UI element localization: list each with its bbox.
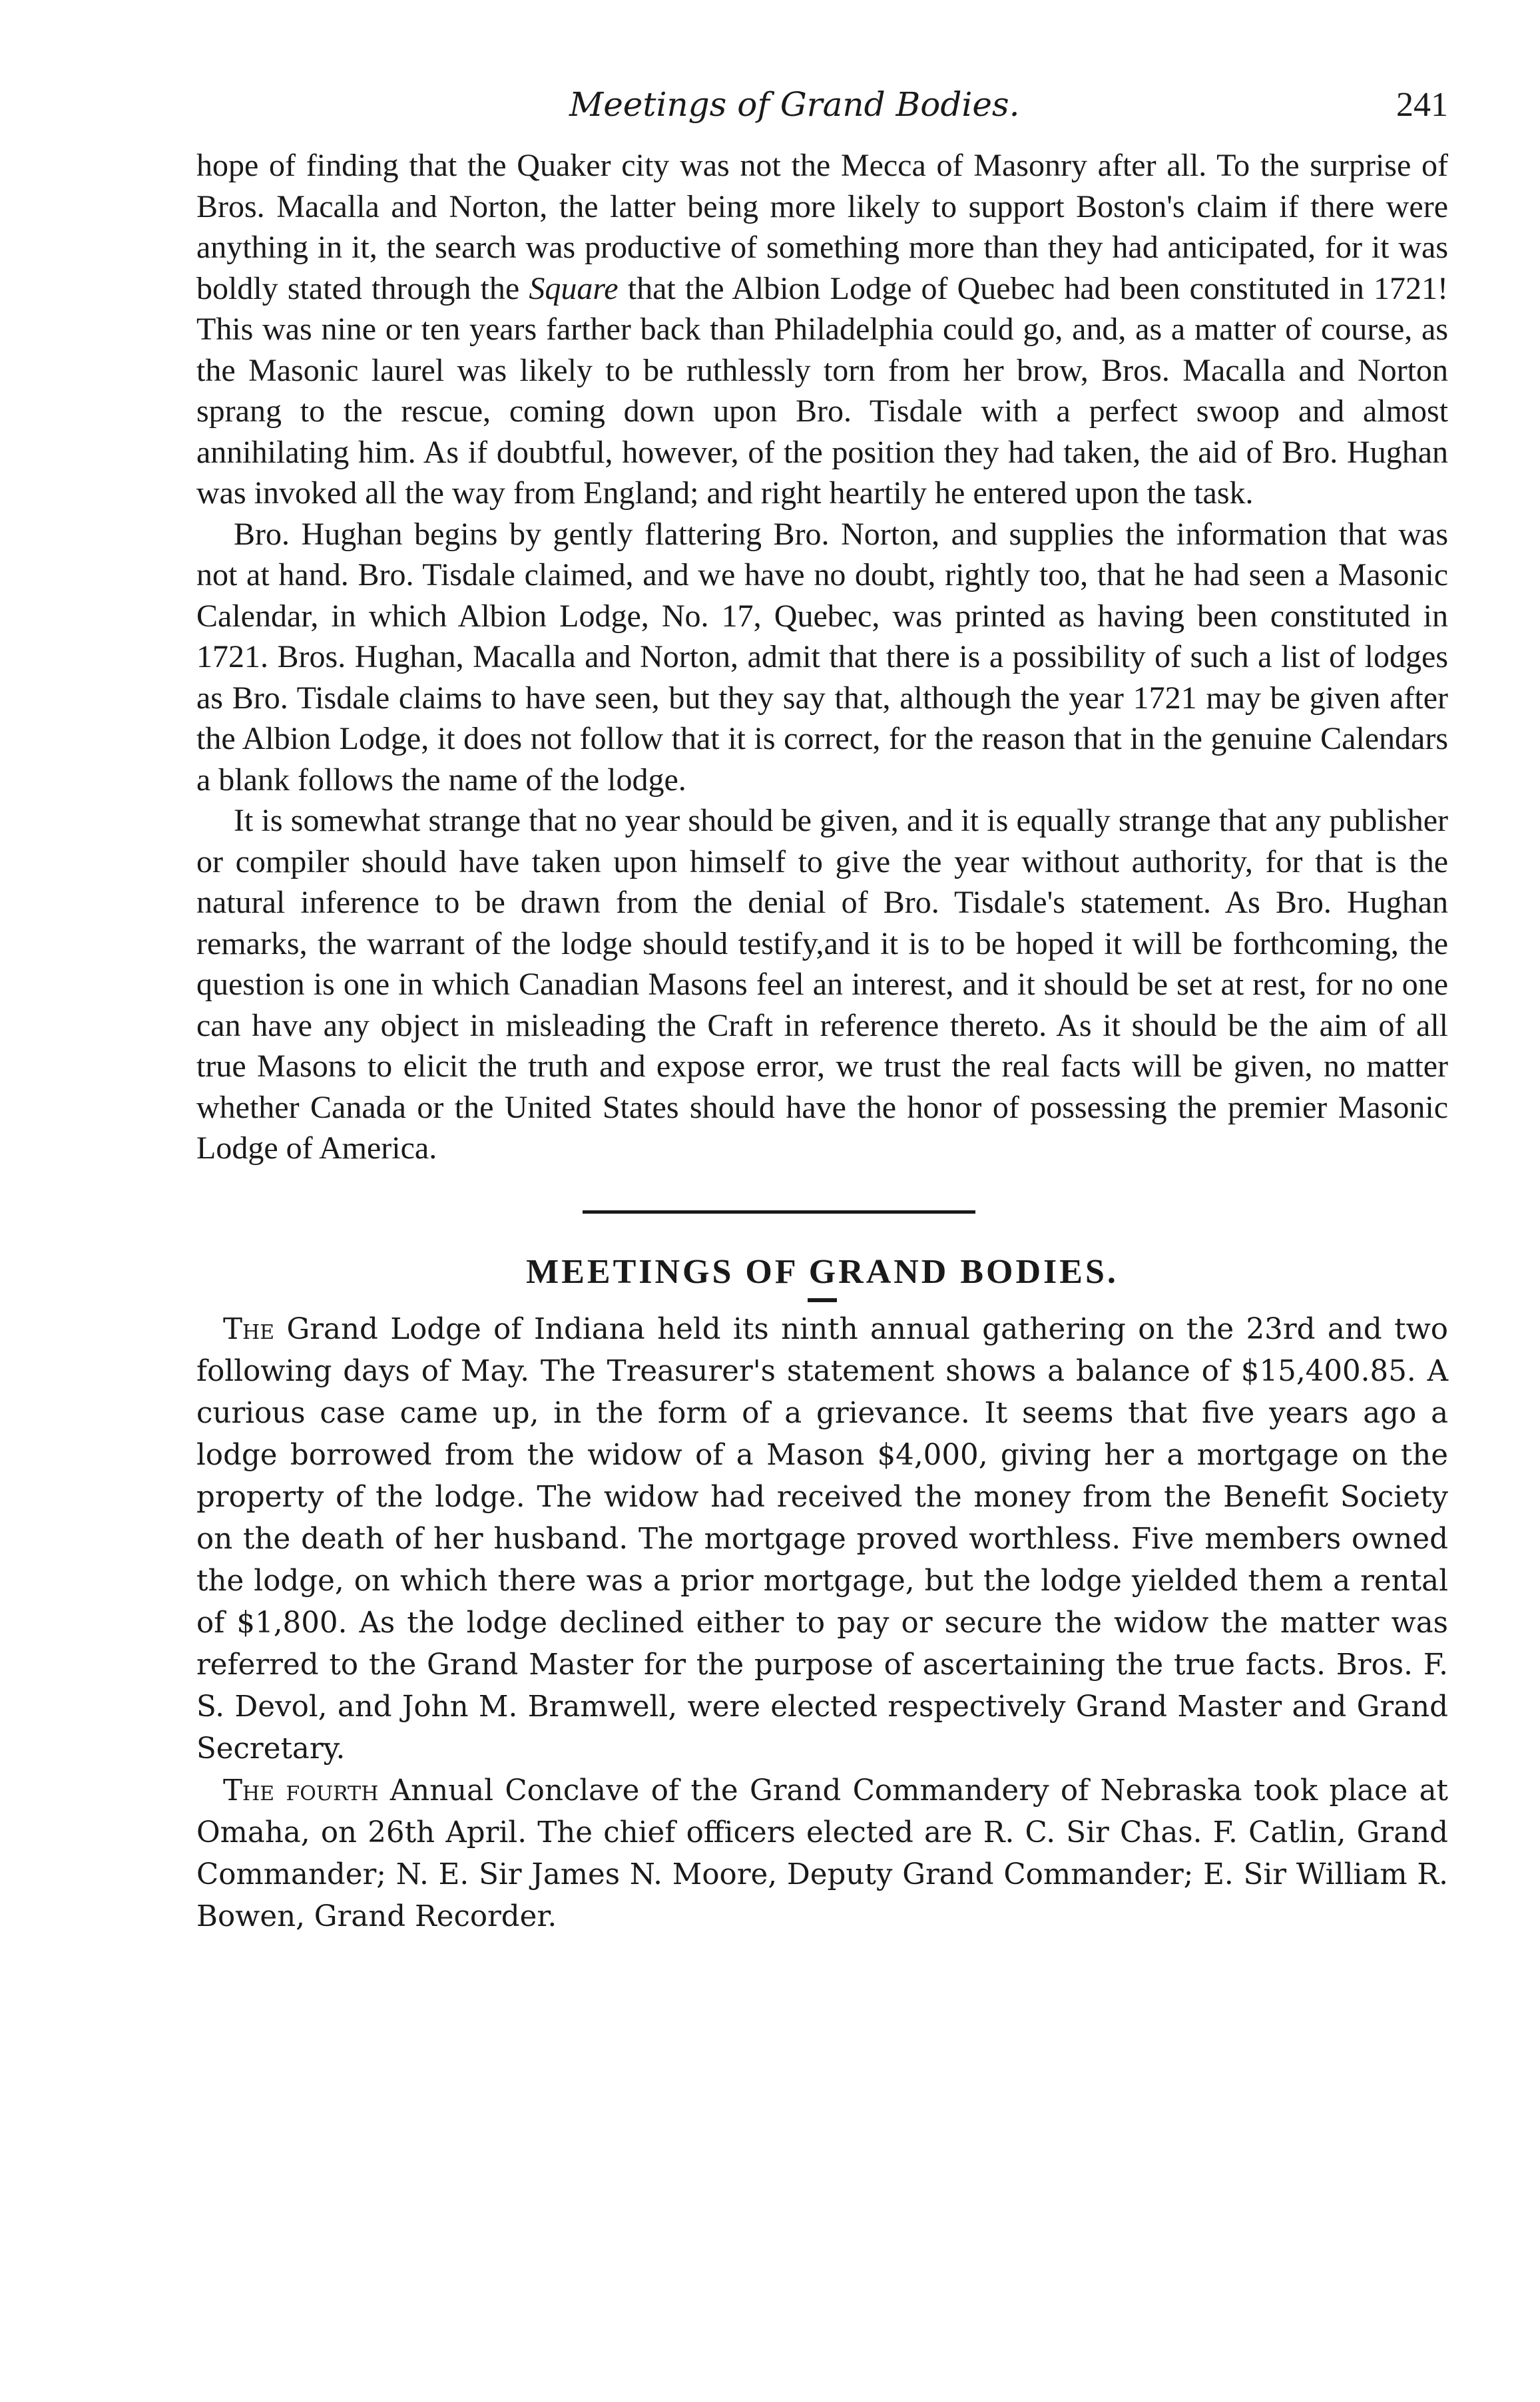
news-lead: The xyxy=(223,1312,275,1346)
section-heading: MEETINGS OF GRAND BODIES. xyxy=(526,1252,1119,1291)
divider-rule xyxy=(583,1210,975,1214)
news-item-nebraska xyxy=(196,1770,1448,1938)
running-head xyxy=(196,79,1448,145)
article-paragraph-1 xyxy=(196,145,1448,514)
running-title: Meetings of Grand Bodies. xyxy=(569,85,1020,124)
heading-dash xyxy=(808,1298,837,1302)
news-lead: The fourth xyxy=(223,1774,379,1807)
news-body: Annual Conclave of the Grand Commandery of Nebraska took place at Omaha, on 26th April. The chief officers elected are R. C. Sir Chas. F. Catlin, Grand Commander; N. E. Sir James N. Moore, Deputy Grand Commander; E. Sir William R. Bowen, Grand Recorder. xyxy=(196,1774,1448,1933)
square-italic: Square xyxy=(529,270,619,306)
page-number: 241 xyxy=(1396,86,1448,124)
article-paragraph-3: It is somewhat strange that no year should be given, and it is equally strange that any publisher or compiler should have taken upon himself to give the year without authority, for that is the natural inference to be drawn from the denial of Bro. Tisdale's statement. As Bro. Hughan remarks, the warrant of the lodge should testify,and it is to be hoped it will be forthcoming, the question is one in which Canadian Masons feel an interest, and it should be set at rest, for no one can have any object in misleading the Craft in reference thereto. As it should be the aim of all true Masons to elicit the truth and expose error, we trust the real facts will be given, no matter whether Canada or the United States should have the honor of possessing the premier Masonic Lodge of America. xyxy=(196,803,1448,1166)
book-page xyxy=(196,79,1448,2369)
paragraph-text: hope of finding that the Quaker city was not the Mecca of Masonry after all. To the surprise of Bros. Macalla and Norton, the latter being more likely to support Boston's claim if there were anything in it, the search was productive of something more than they had anticipated, for it was boldly stated through the xyxy=(196,148,1448,306)
paragraph-text: that the Albion Lodge of Quebec had been constituted in 1721! This was nine or ten years farther back than Philadelphia could go, and, as a matter of course, as the Masonic laurel was likely to be ruthlessly torn from her brow, Bros. Macalla and Norton sprang to the rescue, coming down upon Bro. Tisdale with a perfect swoop and almost annihilating him. As if doubtful, however, of the position they had taken, the aid of Bro. Hughan was invoked all the way from England; and right heartily he entered upon the task. xyxy=(196,270,1449,511)
section-divider xyxy=(196,1169,1448,1249)
news-item-indiana xyxy=(196,1309,1448,1770)
article-paragraph-2: Bro. Hughan begins by gently flattering Bro. Norton, and supplies the information that was not at hand. Bro. Tisdale claimed, and we have no doubt, rightly too, that he had seen a Masonic Calendar, in which Albion Lodge, No. 17, Quebec, was printed as having been constituted in 1721. Bros. Hughan, Macalla and Norton, admit that there is a possibility of such a list of lodges as Bro. Tisdale claims to have seen, but they say that, although the year 1721 may be given after the Albion Lodge, it does not follow that it is correct, for the reason that in the genuine Calendars a blank follows the name of the lodge. xyxy=(196,516,1448,798)
news-body: Grand Lodge of Indiana held its ninth annual gathering on the 23rd and two following days of May. The Treasurer's statement shows a balance of $15,400.85. A curious case came up, in the form of a grievance. It seems that five years ago a lodge borrowed from the widow of a Mason $4,000, giving her a mortgage on the property of the lodge. The widow had received the money from the Benefit Society on the death of her husband. The mortgage proved worthless. Five members owned the lodge, on which there was a prior mortgage, but the lodge yielded them a rental of $1,800. As the lodge declined either to pay or secure the widow the matter was referred to the Grand Master for the purpose of ascertaining the true facts. Bros. F. S. Devol, and John M. Bramwell, were elected respectively Grand Master and Grand Secretary. xyxy=(196,1312,1448,1766)
